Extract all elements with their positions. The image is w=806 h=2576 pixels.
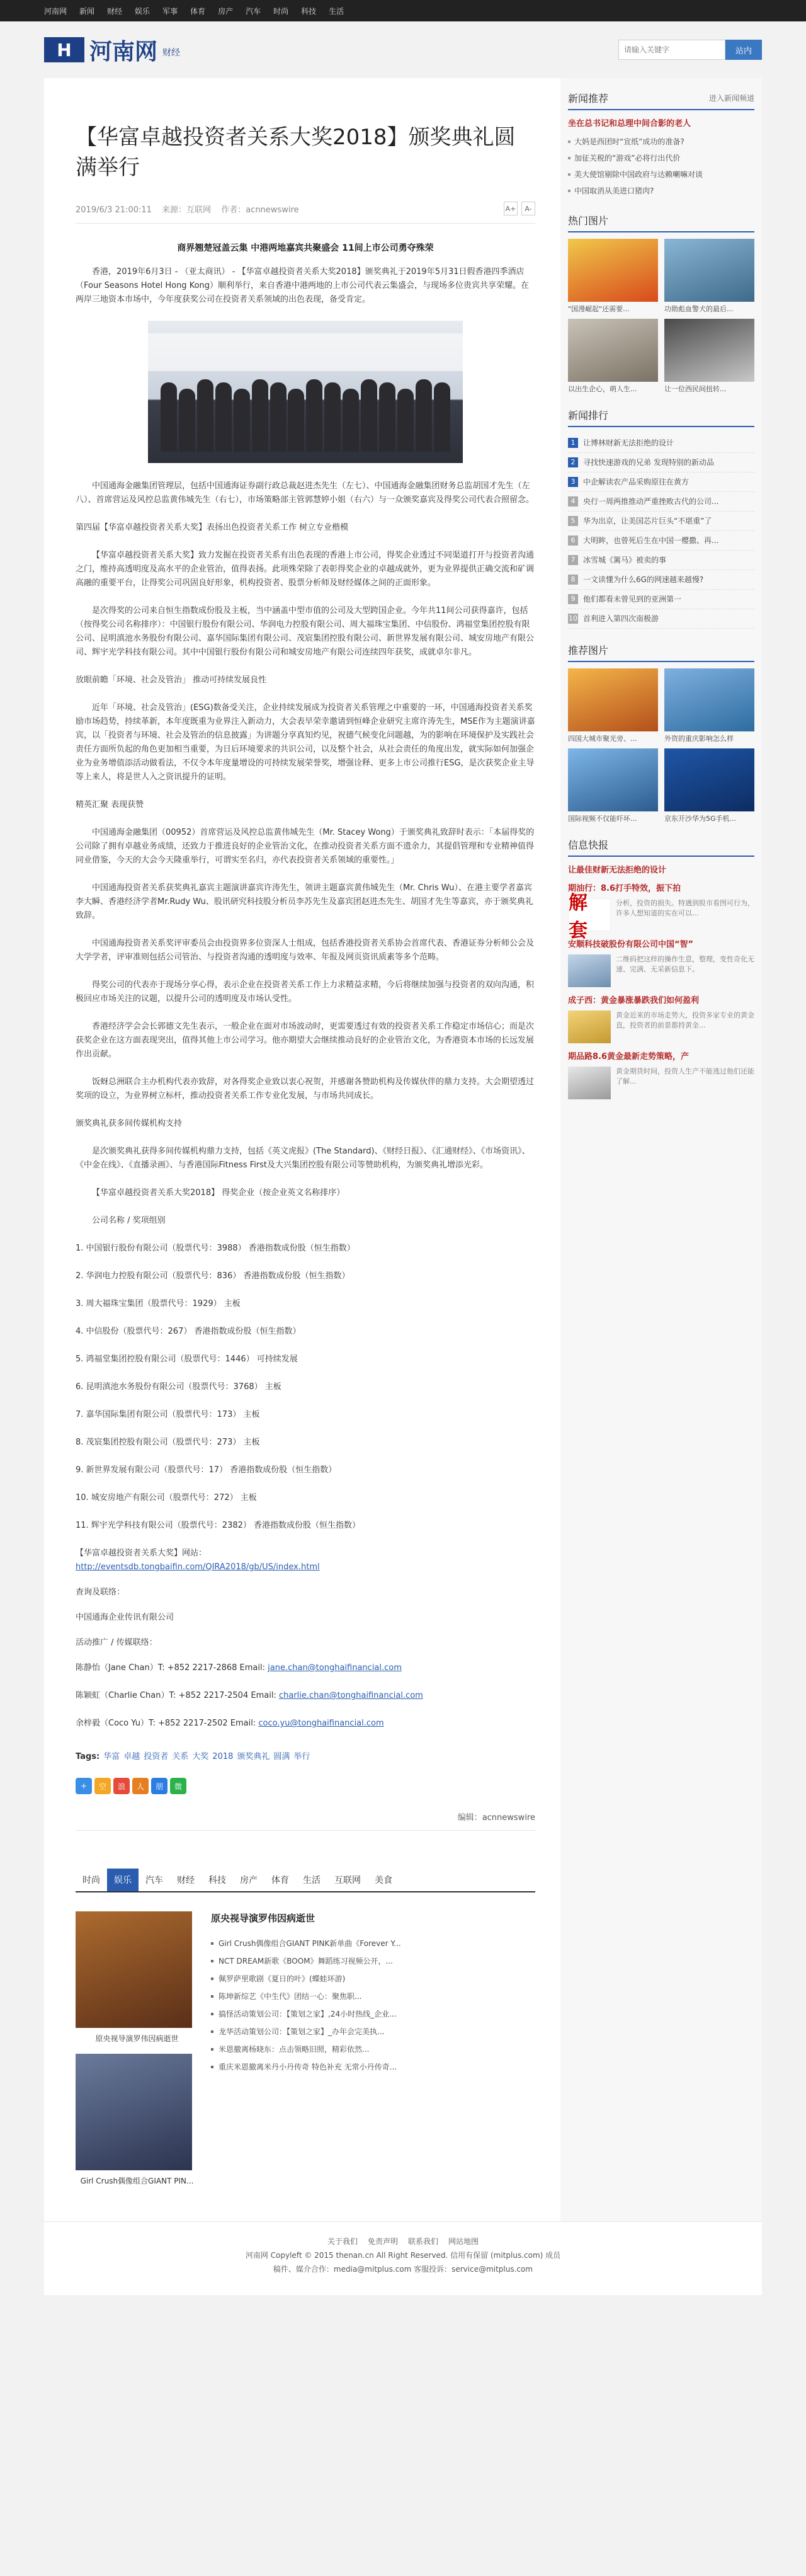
channel-list-item[interactable]: 陈坤新综艺《中生代》团结一心：聚焦职...: [211, 1988, 535, 2005]
winner-item: 7. 嘉华国际集团有限公司（股票代号：173） 主板: [76, 1410, 260, 1419]
website-link[interactable]: http://eventsdb.tongbaifin.com/QIRA2018/gb/US/index.html: [76, 1562, 320, 1572]
picture-thumb[interactable]: [568, 319, 658, 382]
topnav-item[interactable]: 财经: [107, 6, 123, 16]
person-silhouette: [306, 379, 322, 452]
share-icon[interactable]: 人: [132, 1778, 149, 1794]
copyright-text: 河南网 Copyleft © 2015 thenan.cn All Right Reserved. 信用有保留 (mitplus.com) 成员: [245, 2251, 561, 2260]
rank-item[interactable]: [568, 433, 754, 453]
person-silhouette: [379, 382, 395, 452]
share-icon[interactable]: +: [76, 1778, 92, 1794]
search-input[interactable]: [618, 40, 725, 60]
share-icon[interactable]: 微: [170, 1778, 186, 1794]
article-source: 来源：互联网: [162, 205, 212, 215]
picture-thumb[interactable]: [664, 668, 754, 731]
winner-item: 1. 中国银行股份有限公司（股票代号：3988） 香港指数成份股（恒生指数）: [76, 1244, 355, 1253]
footer-link[interactable]: 联系我们: [408, 2237, 439, 2246]
section-title: 热门图片: [568, 215, 609, 227]
contact-role: 活动推广 / 传媒联络：: [76, 1638, 157, 1647]
winner-item: 5. 鸿福堂集团控股有限公司（股票代号：1446） 可持续发展: [76, 1354, 298, 1364]
article-paragraph: 是次得奖的公司来自恒生指数成份股及主板，当中涵盖中型市值的公司及大型跨国企业。今年共11间公司获得嘉许，包括（按得奖公司名称排序）：中国银行股份有限公司、华润电力控股有限公司、周大福珠宝集团、中信股份、鸿福堂集团控股有限公司、昆明滇池水务股份有限公司、嘉华国际集团有限公司、茂宸集团控股有限公司、新世界发展有限公司、城安房地产有限公司、辉宇光学科技有限公司。其中中国银行股份有限公司和城安房地产有限公司连续四年获奖，成就卓尔非凡。: [76, 606, 535, 657]
picture-card[interactable]: [568, 668, 658, 743]
info-title[interactable]: 让最佳财新无法拒绝的设计: [568, 866, 667, 875]
site-header: [44, 21, 762, 78]
article-meta: [76, 202, 535, 224]
channel-tab[interactable]: 时尚: [82, 1875, 100, 1886]
picture-thumb[interactable]: [664, 239, 754, 302]
share-icon[interactable]: 朋: [151, 1778, 167, 1794]
recommend-item[interactable]: 中国取消从美进口猪肉?: [568, 183, 754, 199]
person-silhouette: [343, 389, 359, 452]
channel-list-item[interactable]: 佩罗萨里歌剧《夏日的叶》(蝶蛙环游): [211, 1970, 535, 1988]
channel-image[interactable]: [76, 2054, 192, 2170]
channel-list-item[interactable]: 重庆米恩撤离米丹小丹传奇 特色补充 无常小丹传奇...: [211, 2058, 535, 2076]
tag-link[interactable]: 2018: [212, 1752, 234, 1761]
rank-item[interactable]: [568, 551, 754, 570]
article-tags: Tags: 华富 卓越 投资者 关系 大奖 2018 颁奖典礼 圆满 举行: [76, 1752, 310, 1761]
channel-list-item[interactable]: NCT DREAM新歌《BOOM》舞蹈练习视频公开，...: [211, 1952, 535, 1970]
info-text: 二维码把这样的操作生意，整理，变性奇化无速、完满、无采新信息下。: [616, 955, 754, 973]
rank-number: 8: [568, 575, 578, 585]
channel-tab[interactable]: 美食: [375, 1875, 392, 1886]
font-smaller-button[interactable]: A-: [521, 202, 535, 215]
article-paragraph: 【华富卓越投资者关系大奖2018】 得奖企业（按企业英文名称排序）: [92, 1188, 345, 1198]
channel-tab[interactable]: 娱乐: [107, 1869, 139, 1891]
person-silhouette: [215, 382, 232, 452]
channel-image-caption[interactable]: 原央视导演罗伟因病逝世: [95, 2034, 179, 2043]
section-title: 信息快报: [568, 839, 609, 851]
picture-card[interactable]: [664, 748, 754, 823]
contact-heading: 查询及联络：: [76, 1588, 125, 1597]
tag-link[interactable]: 圆满: [273, 1752, 290, 1761]
recommend-item[interactable]: 美大使馆剔除中国政府与达赖喇嘛对谈: [568, 166, 754, 183]
info-title[interactable]: 安顺科技破股份有限公司中国“智”: [568, 940, 694, 949]
rank-title[interactable]: 冰雪城《篱马》被卖的事: [583, 556, 667, 564]
site-logo[interactable]: [44, 34, 180, 66]
winner-item: 3. 周大福珠宝集团（股票代号：1929） 主板: [76, 1299, 241, 1308]
person-silhouette: [434, 382, 450, 452]
share-icon[interactable]: 浪: [113, 1778, 130, 1794]
picture-card[interactable]: [568, 748, 658, 823]
winners-list: [76, 1242, 535, 1533]
person-silhouette: [416, 379, 432, 452]
article-paragraph: 中国通海投资者关系奖评审委员会由投资界多位资深人士组成，包括香港投资者关系协会首席代表、香港证券分析师公会及大学学者，评审准则包括公司管治、与投资者沟通的透明度与效率、年报及网页资讯质素等多个范畴。: [76, 939, 535, 962]
article-section-heading: 放眼前瞻「环境、社会及管治」 推动可持续发展良性: [76, 675, 267, 685]
article-editor: 编辑：acnnewswire: [76, 1811, 535, 1831]
footer-link[interactable]: 网站地图: [448, 2237, 479, 2246]
recommend-item[interactable]: 加征关税的“游戏”必将行出代价: [568, 150, 754, 166]
contact-item: 余梓毅（Coco Yu）T: +852 2217-2502 Email: coco.yu@tonghaifinancial.com: [76, 1719, 384, 1728]
channel-tabs: [76, 1869, 535, 1892]
picture-card[interactable]: [664, 668, 754, 743]
channel-list-item[interactable]: 龙华活动策划公司：【策划之家】_办年会完美执...: [211, 2023, 535, 2041]
logo-section: 财经: [162, 48, 181, 58]
rank-title[interactable]: 中企解读农产品采购原往在黄方: [583, 478, 690, 486]
share-bar: [76, 1778, 535, 1794]
tag-link[interactable]: 华富: [103, 1752, 120, 1761]
picture-thumb[interactable]: [664, 748, 754, 811]
info-row: [568, 1067, 754, 1099]
rank-number: 7: [568, 555, 578, 565]
rank-title[interactable]: 华为出京，让美国芯片巨头“不堪重”了: [583, 517, 712, 525]
person-silhouette: [179, 389, 195, 452]
picture-thumb[interactable]: [664, 319, 754, 382]
article-author: 作者：acnnewswire: [221, 205, 299, 215]
site-footer: [44, 2221, 762, 2295]
section-title: 新闻排行: [568, 409, 609, 421]
article-paragraph: 中国通海投资者关系获奖典礼嘉宾主题演讲嘉宾许涛先生，领讲主题嘉宾黄伟城先生（Mr. Chris Wu）、在港主要学者嘉宾李大瞬、香港经济学者Mr.Rudy Wu、股讯研究科技股分析员李苏先生及嘉宾团赵进杰先生、胡国才先生等嘉宾，亦于颁奖典礼致辞。: [76, 883, 533, 920]
picture-caption[interactable]: "国漫崛起"还需要...: [568, 305, 630, 313]
article-paragraph: 中国通海金融集团（00952）首席营运及风控总监黄伟城先生（Mr. Stacey Wong）于颁奖典礼致辞时表示：「本届得奖的公司除了拥有卓越业务成绩，还致力于推进良好的企业管治文化，在推动投资者关系方面不遗余力，其提倡管理和专业精神值得同业借鉴，今天的大会今天隆重举行，可谓实至名归，亦代表投资者关系领域的重要性。」: [76, 828, 535, 865]
contact-item: 陈颖虹（Charlie Chan）T: +852 2217-2504 Email: charlie.chan@tonghaifinancial.com: [76, 1691, 423, 1700]
contact-email[interactable]: coco.yu@tonghaifinancial.com: [258, 1719, 384, 1728]
winner-item: 4. 中信股份（股票代号：267） 香港指数成份股（恒生指数）: [76, 1327, 301, 1336]
topnav-item[interactable]: 体育: [190, 6, 206, 16]
info-title[interactable]: 成子西：黄金暴涨暴跌我们如何盈利: [568, 996, 700, 1005]
article-paragraph: 得奖公司的代表亦于现场分享心得，表示企业在投资者关系工作上力求精益求精，今后将继续加强与投资者的双向沟通，积极回应市场关注的议题，以提升公司的透明度及市场认受性。: [76, 980, 535, 1004]
channel-image[interactable]: [76, 1911, 192, 2028]
article-paragraph: 中国通海金融集团管理层，包括中国通海证券副行政总裁赵进杰先生（左七）、中国通海金融集团财务总监胡国才先生（左八）、首席营运及风控总监黄伟城先生（右七），市场策略部主管郭慧婷小姐（右六）与一众颁奖嘉宾及得奖公司代表合照留念。: [76, 481, 535, 505]
winner-item: 6. 昆明滇池水务股份有限公司（股票代号：3768） 主板: [76, 1382, 281, 1392]
contact-list: [76, 1661, 535, 1731]
ceremony-photo: [148, 321, 463, 463]
rank-item[interactable]: [568, 570, 754, 590]
article-section-heading: 颁奖典礼获多间传媒机构支持: [76, 1119, 183, 1128]
topnav-item[interactable]: 科技: [301, 6, 317, 16]
topnav-item[interactable]: 房产: [218, 6, 234, 16]
picture-caption[interactable]: 外资的重庆影响怎么样: [664, 735, 734, 743]
article-paragraph: 香港，2019年6月3日 - （亚太商讯） - 【华富卓越投资者关系大奖2018】颁奖典礼于2019年5月31日假香港四季酒店（Four Seasons Hotel Hong Kong）顺利举行，来自香港中港两地的上市公司代表云集盛会，与现场多位贵宾共享荣耀。在两岸三地资本市场中，今年度获奖公司在投资者关系领域的出色表现，备受肯定。: [76, 267, 530, 304]
search-button[interactable]: 站内: [725, 40, 762, 60]
channel-content: [76, 1911, 535, 2196]
person-silhouette: [361, 379, 377, 452]
top-navbar: [0, 0, 806, 21]
tag-link[interactable]: 举行: [293, 1752, 310, 1761]
info-row: [568, 892, 754, 942]
tag-link[interactable]: 大奖: [192, 1752, 209, 1761]
search-bar: [618, 40, 762, 60]
contact-email[interactable]: jane.chan@tonghaifinancial.com: [268, 1663, 402, 1673]
rank-number: 10: [569, 614, 577, 622]
rank-item[interactable]: [568, 472, 754, 492]
channel-tab[interactable]: 财经: [177, 1875, 195, 1886]
channel-tab[interactable]: 汽车: [145, 1875, 163, 1886]
picture-thumb[interactable]: [568, 748, 658, 811]
tag-link[interactable]: 卓越: [123, 1752, 140, 1761]
rank-title[interactable]: 一文读懂为什么6G的网速越来越慢?: [583, 575, 704, 584]
recommend-item[interactable]: 大妈是西团时“宣纸”成功的准备?: [568, 134, 754, 150]
channel-tab[interactable]: 互联网: [334, 1875, 361, 1886]
info-row: [568, 1010, 754, 1043]
info-bulletin: [560, 837, 762, 1099]
article-date: 2019/6/3 21:00:11: [76, 205, 152, 215]
person-silhouette: [252, 379, 268, 452]
article-section-heading: 精英汇聚 表现获赞: [76, 800, 144, 810]
article-paragraph: 【华富卓越投资者关系大奖】致力发掘在投资者关系有出色表现的香港上市公司，得奖企业透过不同渠道打开与投资者沟通之门，维持高透明度及高水平的企业管治，值得表扬。此项殊荣除了表彰得奖企业的卓越成就外，更为业界提供正确交流和矿调高融的重要平台，让得奖公司巩固良好形象，机构投资者、股票分析师及财经媒体之间的正面形象。: [76, 551, 535, 588]
rank-item[interactable]: [568, 531, 754, 551]
more-link[interactable]: 进入新闻频道: [708, 94, 754, 103]
person-silhouette: [324, 382, 341, 452]
info-thumb[interactable]: 解 套: [568, 898, 611, 931]
rank-number: 2: [568, 457, 578, 467]
rank-title[interactable]: 首利进入第四次南极游: [583, 614, 659, 623]
news-ranking: [560, 408, 762, 629]
article-paragraph: 近年「环境、社会及管治」(ESG)数备受关注，企业持续发展成为投资者关系管理之中重要的一环，中国通海投资者关系奖励市场趋势，持续革新，本年度既重为业界注入新动力，大会表早荣幸邀请到恒峰企业研究主席许涛先生，MSE作为主题演讲嘉宾，以「投资者与环境、社会及管治的信息披露」为讲题分享真知灼见，祝德气候变化问题越，为的影响在环境保护及实践社会责任方面所负起的角色更加相当重要，为日后环境要求的共识公司，以及整个社会，从社会责任的角度出发，就实际如何加强企业为业务增值添活动做看法，不仅令本年度量增设的可持续发展荣誉奖，增强诠释、更多上市公司推行ESG，是次获奖企业主导等上来人，将是世人入之资讯提升的证明。: [76, 703, 535, 782]
rank-number: 9: [568, 594, 578, 604]
person-silhouette: [197, 379, 213, 452]
info-title[interactable]: 期品路8.6黄金最新走势策略，产: [568, 1052, 690, 1062]
person-silhouette: [397, 389, 414, 452]
channel-tab[interactable]: 房产: [240, 1875, 258, 1886]
font-larger-button[interactable]: A+: [504, 202, 518, 215]
channel-headline[interactable]: 原央视导演罗伟因病逝世: [211, 1913, 315, 1924]
rank-item[interactable]: [568, 492, 754, 512]
rank-number: 1: [568, 438, 578, 448]
article-paragraph: 香港经济学会会长郭德文先生表示，一般企业在面对市场波动时，更需要透过有效的投资者关系工作稳定市场信心；而是次获奖企业在这方面表现突出，值得其他上市公司学习。他亦期望大会继续推动良好的企业管治文化，为香港资本市场的长远发展作出贡献。: [76, 1022, 535, 1059]
picture-caption[interactable]: 四国大城市聚光旁、...: [568, 735, 637, 743]
channel-list-item[interactable]: Girl Crush偶像组合GIANT PINK新单曲《Forever Y...: [211, 1935, 535, 1952]
rank-title[interactable]: 大明眸，也曾死后生在中国一樱撒、再...: [583, 536, 719, 545]
rank-title[interactable]: 让博林财新无法拒绝的设计: [583, 438, 674, 447]
info-title[interactable]: 期油行：8.6打手特效，振下拍: [568, 884, 681, 893]
rank-item[interactable]: [568, 512, 754, 531]
article-section-heading: 第四届【华富卓越投资者关系大奖】表扬出色投资者关系工作 树立专业楷模: [76, 523, 349, 532]
picture-thumb[interactable]: [568, 239, 658, 302]
picture-card[interactable]: [664, 239, 754, 314]
channel-tab[interactable]: 科技: [208, 1875, 226, 1886]
picture-card[interactable]: [664, 319, 754, 394]
info-text: 分析，投资的损失。特遇到股市看图可行为，许多人想知道的实在可以...: [616, 899, 754, 917]
picture-caption[interactable]: 功勋彪血警犬的最后...: [664, 305, 734, 313]
person-silhouette: [161, 382, 177, 452]
winner-item: 10. 城安房地产有限公司（股票代号：272） 主板: [76, 1493, 257, 1503]
topnav-item[interactable]: 时尚: [273, 6, 289, 16]
info-thumb[interactable]: [568, 1067, 611, 1099]
footer-link[interactable]: 免责声明: [367, 2237, 398, 2246]
picture-caption[interactable]: 国际视频不仅能吓坏...: [568, 815, 637, 823]
rank-item[interactable]: [568, 609, 754, 629]
recommend-lead[interactable]: 坐在总书记和总理中间合影的老人: [568, 119, 691, 129]
picture-caption[interactable]: 京东开沙华为5G手机...: [664, 815, 737, 823]
article-main: [44, 78, 548, 2221]
recommended-pictures: [560, 643, 762, 823]
person-silhouette: [234, 389, 250, 452]
sidebar: [560, 78, 762, 2221]
logo-mark: H: [44, 37, 84, 62]
contact-item: 陈静怡（Jane Chan）T: +852 2217-2868 Email: jane.chan@tonghaifinancial.com: [76, 1663, 402, 1673]
topnav-item[interactable]: 新闻: [79, 6, 95, 16]
rank-title[interactable]: 央行一周两推推动严重挫败古代的公司...: [583, 497, 719, 506]
info-thumb[interactable]: [568, 1010, 611, 1043]
article-paragraph: 是次颁奖典礼获得多间传媒机构鼎力支持，包括《英文虎报》(The Standard)、《财经日报》、《汇通财经》、《市场资讯》、《中金在线》、《直播录画》、与香港国际Fitness First及大兴集团控股有限公司等赞助机构，为颁奖典礼增添光彩。: [76, 1147, 530, 1170]
contact-org: 中国通海企业传讯有限公司: [76, 1613, 174, 1622]
info-thumb[interactable]: [568, 954, 611, 987]
article-paragraph: 饭蚜总洲联合主办机构代表亦致辞，对各得奖企业致以衷心祝贺，并感谢各赞助机构及传媒伙伴的鼎力支持。大会期望透过奖项的设立，为业界树立标杆，推动投资者关系工作专业化发展，与市场共同成长。: [76, 1077, 535, 1101]
topnav-item[interactable]: 生活: [329, 6, 344, 16]
section-title: 新闻推荐: [568, 93, 609, 105]
channel-tab[interactable]: 生活: [303, 1875, 321, 1886]
topnav-item[interactable]: 军事: [162, 6, 178, 16]
info-text: 黄金近来的市场走势大，投资多家专业的黄金直，投资者的前景都持黄金...: [616, 1011, 754, 1029]
tag-link[interactable]: 关系: [172, 1752, 189, 1761]
winner-item: 2. 华润电力控股有限公司（股票代号：836） 香港指数成份股（恒生指数）: [76, 1271, 350, 1281]
article-title: 【华富卓越投资者关系大奖2018】颁奖典礼圆满举行: [76, 125, 516, 180]
person-silhouette: [270, 382, 287, 452]
channel-tab[interactable]: 体育: [271, 1875, 289, 1886]
contact-email[interactable]: charlie.chan@tonghaifinancial.com: [278, 1691, 423, 1700]
topnav-item[interactable]: 河南网: [44, 6, 67, 16]
article-paragraph: 公司名称 / 奖项组别: [92, 1216, 166, 1225]
footer-link[interactable]: 关于我们: [327, 2237, 358, 2246]
rank-item[interactable]: [568, 453, 754, 472]
winner-item: 11. 辉宇光学科技有限公司（股票代号：2382） 香港指数成份股（恒生指数）: [76, 1521, 361, 1530]
picture-card[interactable]: [568, 239, 658, 314]
picture-caption[interactable]: 以出生企心，萌人生...: [568, 385, 637, 393]
info-text: 黄金期货时间，投资人生产不能逃过他们还能了解...: [616, 1067, 754, 1085]
winner-item: 9. 新世界发展有限公司（股票代号：17） 香港指数成份股（恒生指数）: [76, 1465, 337, 1475]
article-subtitle: 商界翘楚冠盖云集 中港两地嘉宾共聚盛会 11间上市公司勇夺殊荣: [177, 243, 434, 253]
article-body: [76, 265, 535, 1731]
channel-list-item[interactable]: 搞怪活动策划公司：【策划之家】,24小时热线_企业...: [211, 2005, 535, 2023]
topnav-item[interactable]: 汽车: [246, 6, 261, 16]
hot-pictures: [560, 213, 762, 394]
rank-title[interactable]: 他们都看未曾见到的亚洲第一: [583, 595, 682, 604]
topnav-item[interactable]: 娱乐: [135, 6, 150, 16]
channel-list-item[interactable]: 米恩撤离杨晓东：点击领略旧照，精彩依然...: [211, 2041, 535, 2058]
winner-item: 8. 茂宸集团控股有限公司（股票代号：273） 主板: [76, 1438, 260, 1447]
section-title: 推荐图片: [568, 644, 609, 656]
rank-number: 6: [568, 535, 578, 546]
content-wrapper: [44, 78, 762, 2221]
info-row: [568, 954, 754, 987]
picture-caption[interactable]: 让一位西民间扭转...: [664, 385, 727, 393]
channel-image-caption[interactable]: Girl Crush偶像组合GIANT PIN...: [80, 2177, 194, 2185]
tag-link[interactable]: 投资者: [144, 1752, 169, 1761]
website-label: 【华富卓越投资者关系大奖】网站： http://eventsdb.tongbaifin.com/QIRA2018/gb/US/index.html: [76, 1548, 320, 1572]
rank-number: 4: [568, 496, 578, 507]
news-recommend: [560, 91, 762, 199]
rank-item[interactable]: [568, 590, 754, 609]
picture-card[interactable]: [568, 319, 658, 394]
rank-title[interactable]: 寻找快速游戏的兄弟 发现特别的新动品: [583, 458, 714, 467]
contact-text: 稿件、媒介合作：media@mitplus.com 客服投诉：service@mitplus.com: [273, 2265, 533, 2274]
picture-thumb[interactable]: [568, 668, 658, 731]
rank-number: 5: [568, 516, 578, 526]
logo-name: 河南网: [89, 38, 158, 65]
rank-number: 3: [568, 477, 578, 487]
tag-link[interactable]: 颁奖典礼: [237, 1752, 270, 1761]
person-silhouette: [288, 389, 304, 452]
share-icon[interactable]: 空: [94, 1778, 111, 1794]
